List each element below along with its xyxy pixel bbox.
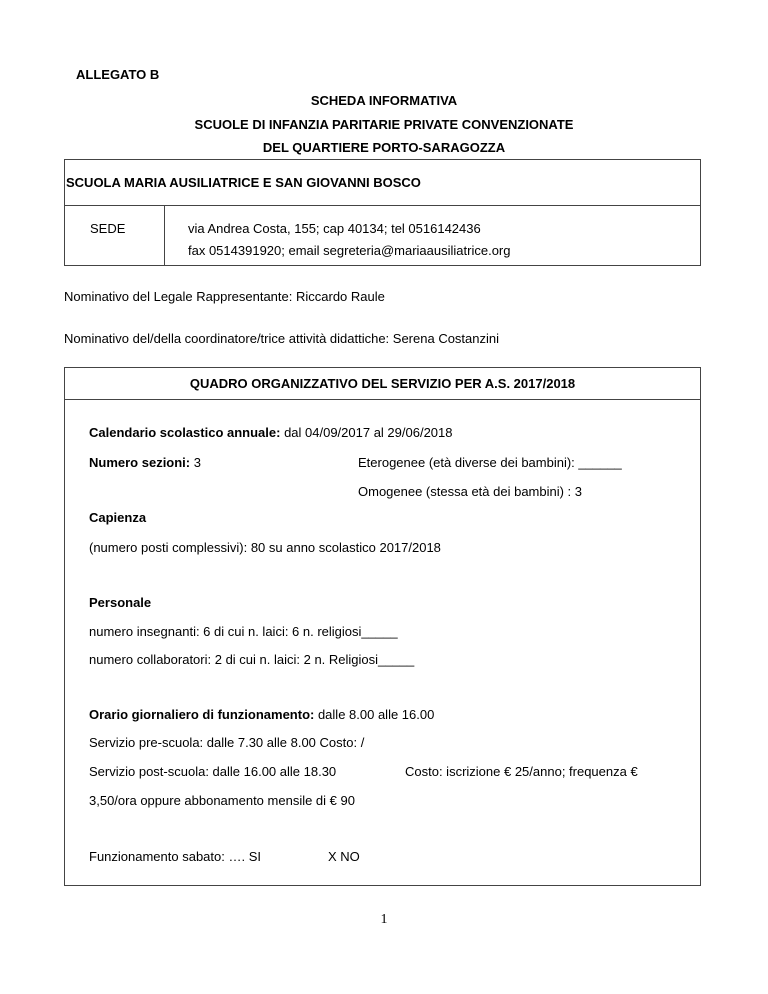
saturday-operation: Funzionamento sabato: …. SI <box>89 849 261 864</box>
sede-address: via Andrea Costa, 155; cap 40134; tel 0516142436 <box>188 221 481 236</box>
sections-label: Numero sezioni: <box>89 455 191 470</box>
capacity-label: Capienza <box>89 510 147 525</box>
sections-row <box>89 455 201 470</box>
post-school-service: Servizio post-scuola: dalle 16.00 alle 18.30 <box>89 764 337 779</box>
calendar-row <box>89 425 453 440</box>
pre-school-service: Servizio pre-scuola: dalle 7.30 alle 8.00 Costo: / <box>89 735 365 750</box>
sede-contacts: fax 0514391920; email segreteria@mariaausiliatrice.org <box>188 243 511 258</box>
legal-representative: Nominativo del Legale Rappresentante: Riccardo Raule <box>64 289 385 304</box>
post-school-cost: Costo: iscrizione € 25/anno; frequenza € <box>405 764 638 779</box>
hours-row <box>89 707 434 722</box>
school-box-divider <box>64 205 701 206</box>
organization-title-divider <box>64 399 701 400</box>
teachers-count: numero insegnanti: 6 di cui n. laici: 6 n. religiosi_____ <box>89 624 398 639</box>
coordinator: Nominativo del/della coordinatore/trice attività didattiche: Serena Costanzini <box>64 331 500 346</box>
document-subtitle: SCUOLE DI INFANZIA PARITARIE PRIVATE CONVENZIONATE <box>194 117 574 132</box>
calendar-label: Calendario scolastico annuale: <box>89 425 281 440</box>
hours-value: dalle 8.00 alle 16.00 <box>314 707 435 722</box>
sede-column-divider <box>164 205 165 266</box>
sections-value: 3 <box>190 455 201 470</box>
document-district: DEL QUARTIERE PORTO-SARAGOZZA <box>262 140 506 155</box>
hours-label: Orario giornaliero di funzionamento: <box>89 707 315 722</box>
sede-label: SEDE <box>90 221 126 236</box>
saturday-no-option: X NO <box>328 849 360 864</box>
organization-title: QUADRO ORGANIZZATIVO DEL SERVIZIO PER A.S. 2017/2018 <box>189 376 576 391</box>
calendar-value: dal 04/09/2017 al 29/06/2018 <box>280 425 453 440</box>
heterogeneous-sections: Eterogenee (età diverse dei bambini): ______ <box>358 455 622 470</box>
homogeneous-sections: Omogenee (stessa età dei bambini) : 3 <box>358 484 583 499</box>
staff-label: Personale <box>89 595 152 610</box>
capacity-value: (numero posti complessivi): 80 su anno scolastico 2017/2018 <box>89 540 441 555</box>
page-number: 1 <box>380 912 388 927</box>
collaborators-count: numero collaboratori: 2 di cui n. laici: 2 n. Religiosi_____ <box>89 652 415 667</box>
document-title: SCHEDA INFORMATIVA <box>310 93 458 108</box>
attachment-label: ALLEGATO B <box>76 67 160 82</box>
school-name: SCUOLA MARIA AUSILIATRICE E SAN GIOVANNI BOSCO <box>66 175 421 190</box>
post-school-cost-continued: 3,50/ora oppure abbonamento mensile di € 90 <box>89 793 355 808</box>
